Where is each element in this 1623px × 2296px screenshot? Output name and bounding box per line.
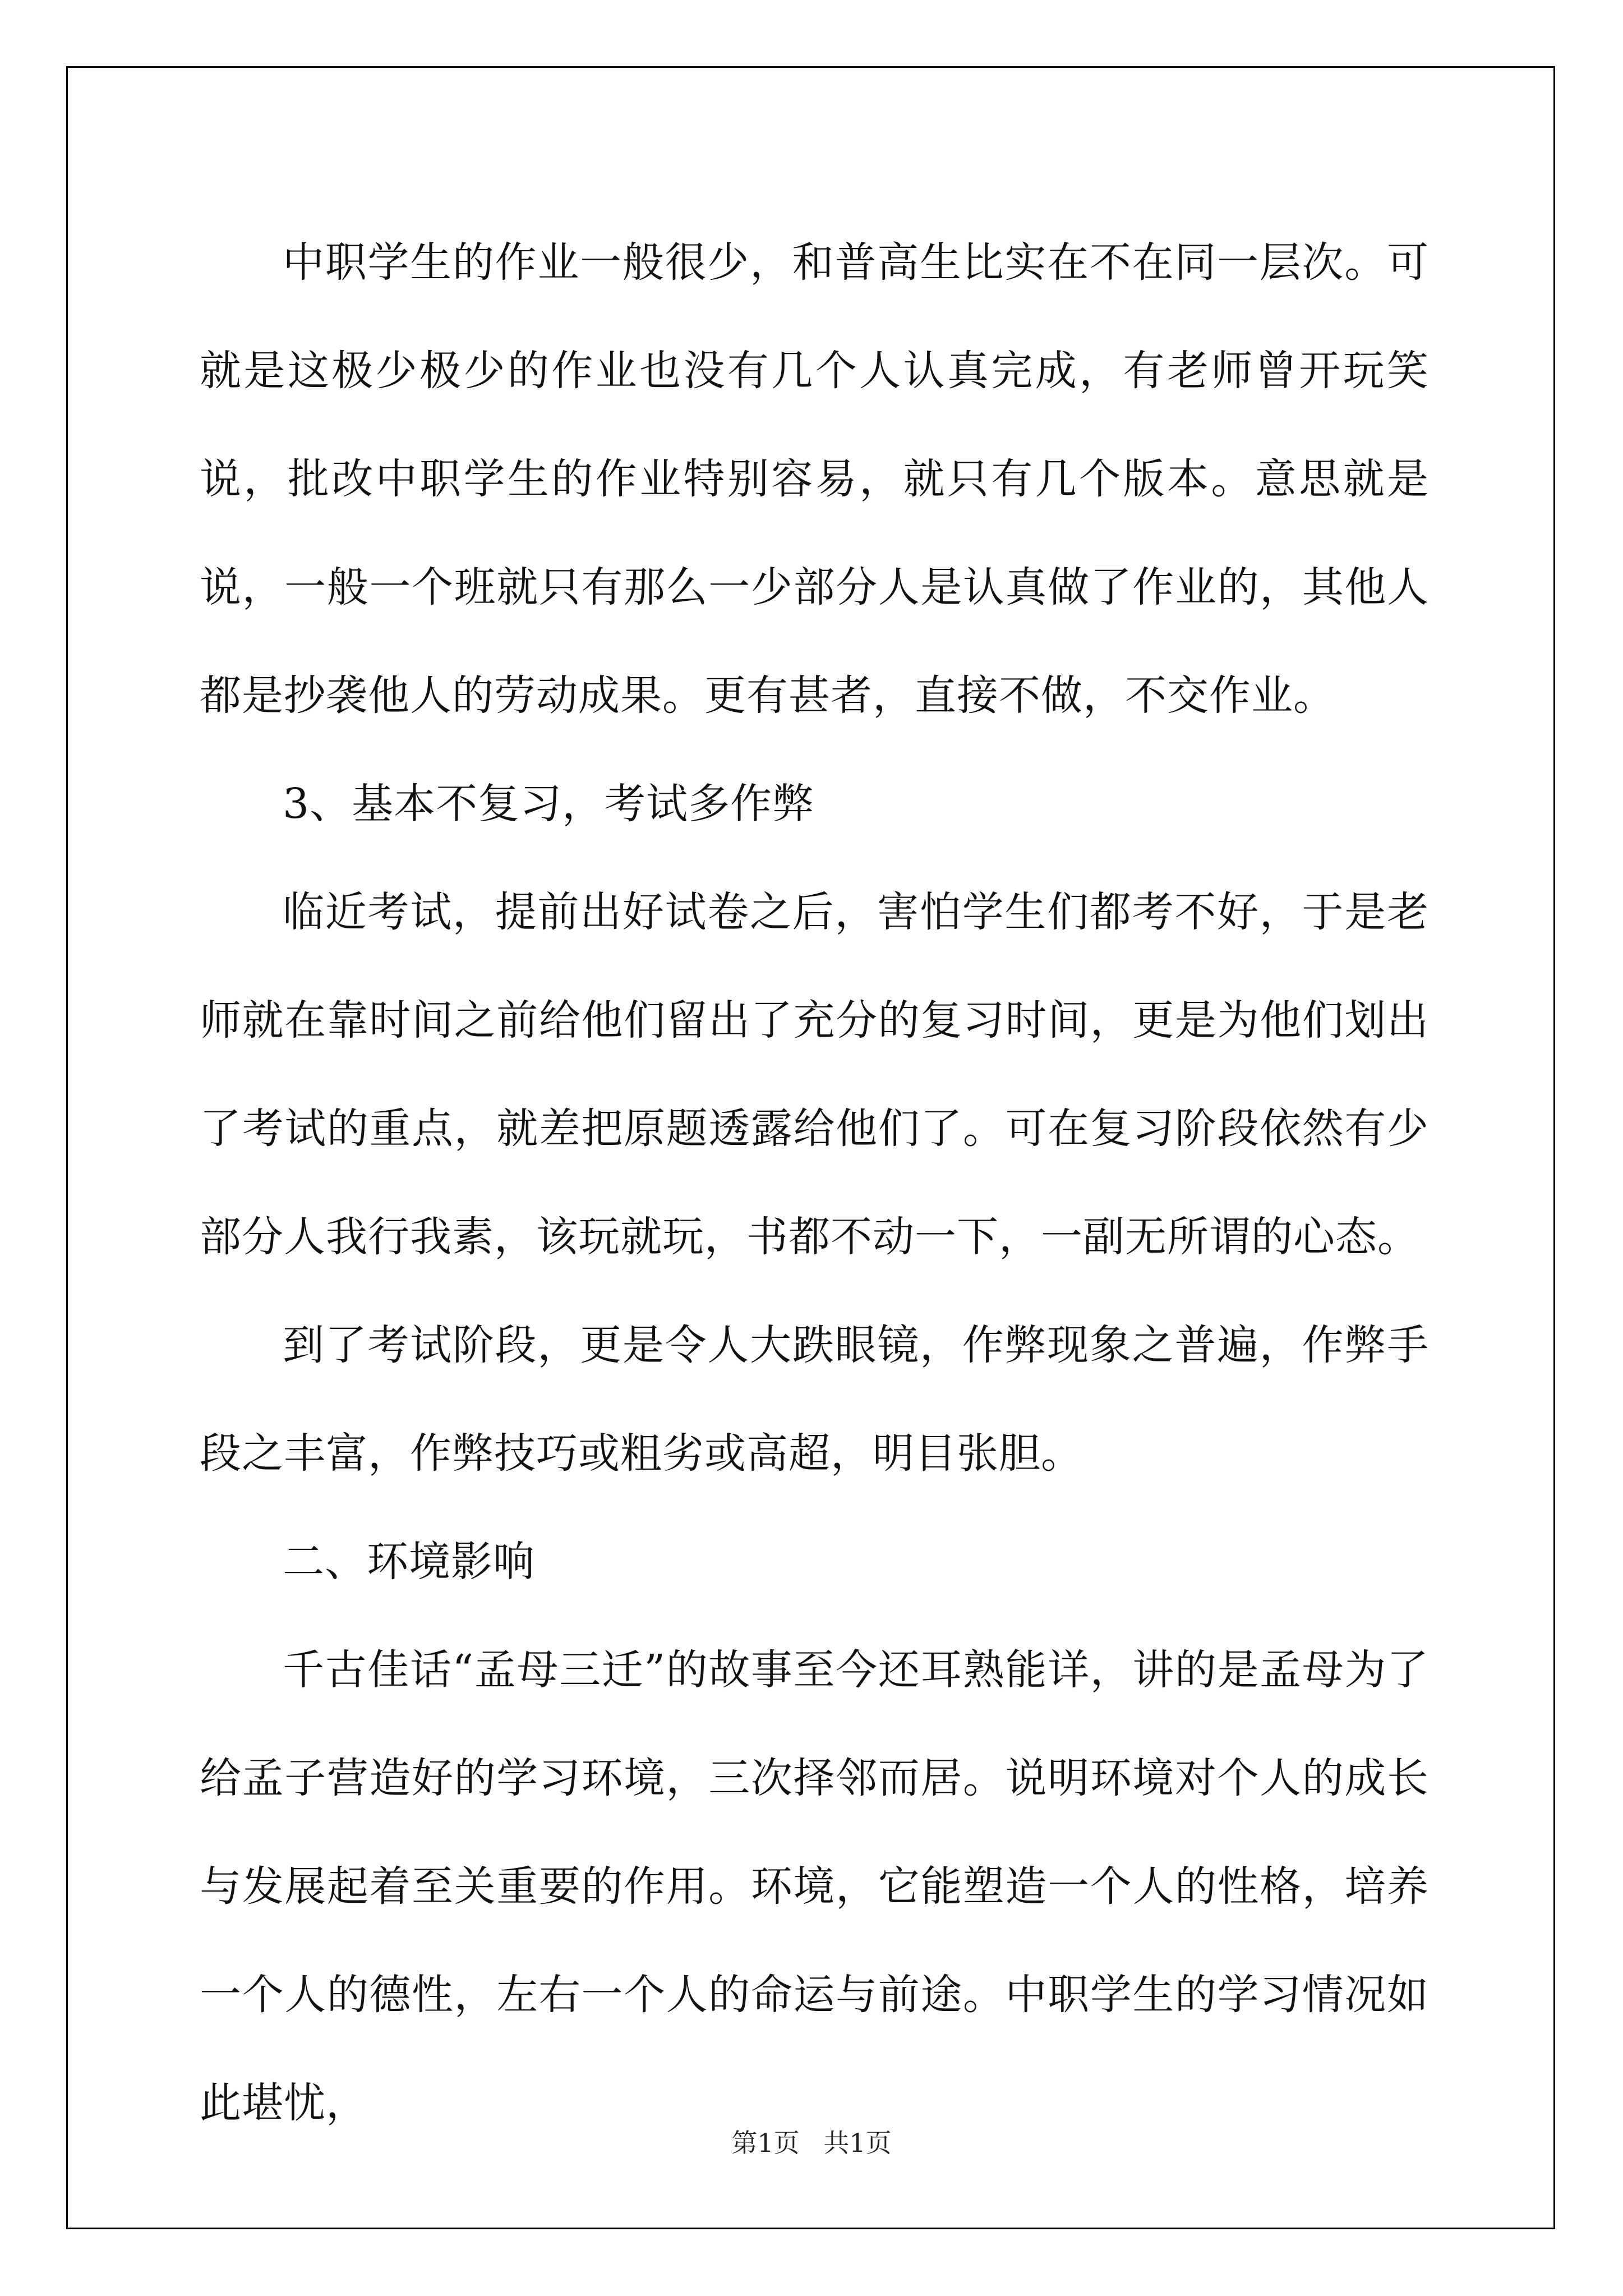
section-heading: 二、环境影响 bbox=[283, 1538, 535, 1586]
paragraph: 到了考试阶段，更是令人大跌眼镜，作弊现象之普遍，作弊手段之丰富，作弊技巧或粗劣或高超，明目张胆。 bbox=[200, 1321, 1429, 1478]
paragraph: 千古佳话“孟母三迁”的故事至今还耳熟能详，讲的是孟母为了给孟子营造好的学习环境，三次择邻而居。说明环境对个人的成长与发展起着至关重要的作用。环境，它能塑造一个人的性格，培养一个人的德性，左右一个人的命运与前途。中职学生的学习情况如此堪忧， bbox=[200, 1646, 1429, 2127]
page-total: 共1页 bbox=[823, 2128, 892, 2158]
paragraph: 临近考试，提前出好试卷之后，害怕学生们都考不好，于是老师就在靠时间之前给他们留出了充分的复习时间，更是为他们划出了考试的重点，就差把原题透露给他们了。可在复习阶段依然有少部分人我行我素，该玩就玩，书都不动一下，一副无所谓的心态。 bbox=[200, 888, 1429, 1261]
paragraph: 中职学生的作业一般很少，和普高生比实在不在同一层次。可就是这极少极少的作业也没有几个人认真完成，有老师曾开玩笑说，批改中职学生的作业特别容易，就只有几个版本。意思就是说，一般一个班就只有那么一少部分人是认真做了作业的，其他人都是抄袭他人的劳动成果。更有甚者，直接不做，不交作业。 bbox=[200, 238, 1429, 720]
page-footer bbox=[0, 2126, 1623, 2160]
page-number: 第1页 bbox=[731, 2128, 800, 2158]
document-body bbox=[200, 209, 1429, 2157]
section-heading: 3、基本不复习，考试多作弊 bbox=[283, 780, 815, 828]
